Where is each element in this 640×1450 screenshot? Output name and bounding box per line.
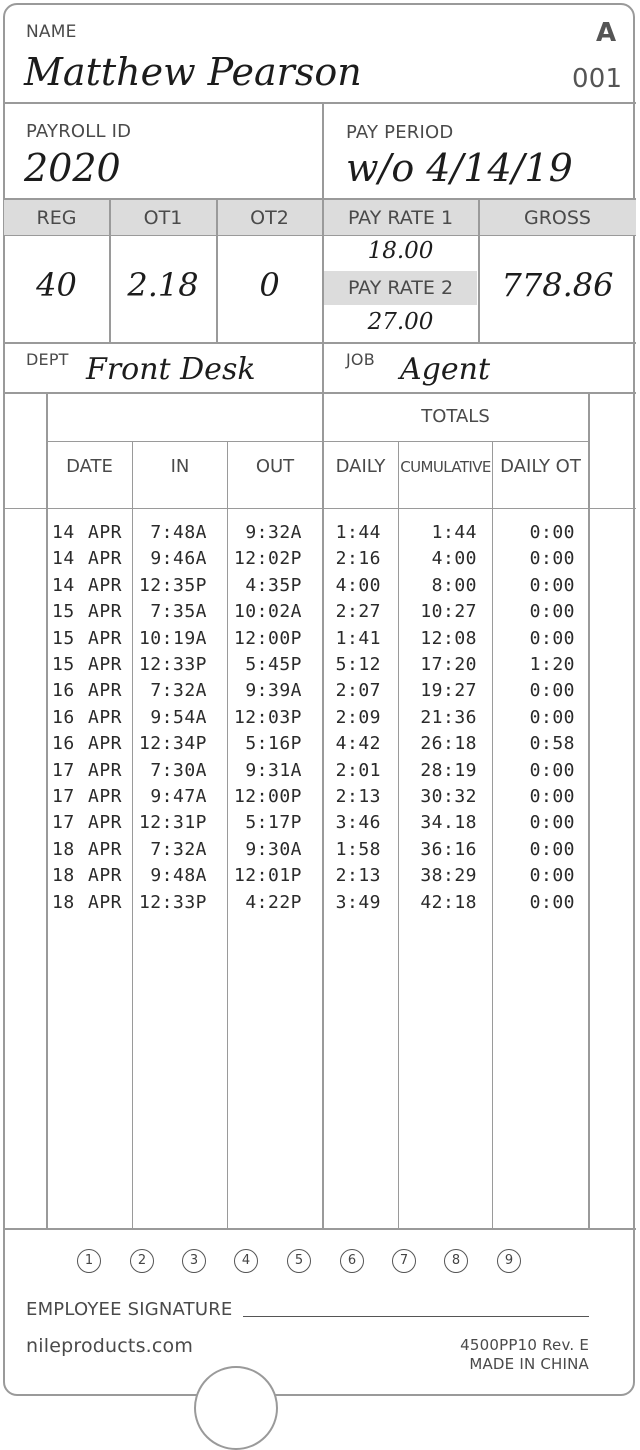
ot1-header: OT1 — [143, 207, 183, 229]
cell-cum: 1:44 — [431, 522, 477, 543]
cell-daily: 2:01 — [335, 759, 381, 781]
circle-2: 2 — [130, 1249, 154, 1273]
cell-day: 17 — [52, 812, 75, 834]
cell-daily: 4:42 — [335, 733, 381, 755]
circle-4: 4 — [234, 1249, 258, 1273]
pay-rate-1-value: 18.00 — [367, 238, 434, 264]
cell-in: 12:35P — [138, 574, 207, 596]
cell-cum: 34.18 — [420, 812, 477, 834]
cell-in: 7:48A — [150, 522, 207, 543]
cell-ot: 0:00 — [529, 812, 575, 834]
col-cumulative: CUMULATIVE — [400, 458, 491, 476]
cell-daily: 1:44 — [335, 522, 381, 543]
cell-cum: 19:27 — [420, 680, 477, 702]
cell-daily: 2:13 — [335, 865, 381, 887]
cell-out: 12:00P — [233, 786, 302, 807]
ot2-value: 0 — [259, 266, 280, 304]
cell-out: 12:02P — [233, 548, 302, 570]
cell-day: 18 — [52, 891, 75, 913]
gross-value: 778.86 — [501, 266, 614, 304]
cell-in: 9:47A — [150, 786, 207, 807]
cell-ot: 0:00 — [529, 522, 575, 543]
table-row — [0, 680, 640, 706]
cell-in: 12:31P — [138, 812, 207, 834]
cell-mon: APR — [88, 759, 123, 781]
cell-day: 16 — [52, 733, 75, 755]
cell-out: 4:35P — [245, 574, 302, 596]
cell-out: 5:45P — [245, 654, 302, 675]
cell-out: 10:02A — [233, 601, 302, 623]
gross-header: GROSS — [523, 207, 591, 229]
cell-daily: 3:46 — [335, 812, 381, 834]
dept-value: Front Desk — [86, 352, 256, 387]
cell-in: 12:33P — [138, 654, 207, 675]
cell-daily: 2:07 — [335, 680, 381, 702]
cell-mon: APR — [88, 838, 123, 860]
col-daily-ot: DAILY OT — [500, 456, 581, 477]
cell-mon: APR — [88, 522, 123, 543]
cell-mon: APR — [88, 891, 123, 913]
cell-out: 4:22P — [245, 891, 302, 913]
cell-mon: APR — [88, 786, 123, 807]
table-row — [0, 654, 640, 680]
cell-day: 14 — [52, 522, 75, 543]
circle-8: 8 — [444, 1249, 468, 1273]
reg-value: 40 — [36, 266, 77, 304]
pay-period-value: w/o 4/14/19 — [346, 146, 573, 190]
job-value: Agent — [400, 352, 490, 387]
cell-out: 9:30A — [245, 838, 302, 860]
cell-out: 5:16P — [245, 733, 302, 755]
payroll-id-value: 2020 — [24, 146, 121, 190]
cell-day: 15 — [52, 601, 75, 623]
cell-daily: 1:41 — [335, 627, 381, 649]
cell-mon: APR — [88, 812, 123, 834]
cell-mon: APR — [88, 733, 123, 755]
table-row — [0, 522, 640, 548]
website: nileproducts.com — [26, 1335, 194, 1357]
col-in: IN — [170, 456, 190, 477]
cell-day: 18 — [52, 865, 75, 887]
cell-day: 16 — [52, 680, 75, 702]
job-label: JOB — [346, 350, 375, 369]
pay-rate-1-header: PAY RATE 1 — [347, 207, 454, 229]
cell-in: 12:34P — [138, 733, 207, 755]
cell-day: 15 — [52, 654, 75, 675]
totals-header: TOTALS — [421, 406, 490, 427]
cell-mon: APR — [88, 706, 123, 728]
circle-1: 1 — [77, 1249, 101, 1273]
ot2-header: OT2 — [250, 207, 289, 229]
cell-daily: 2:16 — [335, 548, 381, 570]
cell-cum: 28:19 — [420, 759, 477, 781]
pay-rate-2-value: 27.00 — [367, 309, 434, 335]
form-code: 4500PP10 Rev. E — [460, 1336, 589, 1354]
col-daily: DAILY — [335, 456, 386, 477]
pay-period-label: PAY PERIOD — [346, 122, 454, 143]
circle-5: 5 — [287, 1249, 311, 1273]
cell-ot: 0:00 — [529, 759, 575, 781]
cell-daily: 4:00 — [335, 574, 381, 596]
table-row — [0, 733, 640, 759]
cell-ot: 1:20 — [529, 654, 575, 675]
circle-9: 9 — [497, 1249, 521, 1273]
table-row — [0, 812, 640, 838]
circle-3: 3 — [182, 1249, 206, 1273]
table-row — [0, 628, 640, 654]
cell-out: 12:01P — [233, 865, 302, 887]
cell-in: 9:54A — [150, 706, 207, 728]
cell-in: 7:35A — [150, 601, 207, 623]
cell-in: 12:33P — [138, 891, 207, 913]
cell-out: 9:31A — [245, 759, 302, 781]
cell-day: 14 — [52, 574, 75, 596]
table-row — [0, 601, 640, 627]
cell-mon: APR — [88, 654, 123, 675]
table-row — [0, 865, 640, 891]
cell-ot: 0:00 — [529, 574, 575, 596]
cell-mon: APR — [88, 601, 123, 623]
cell-daily: 5:12 — [335, 654, 381, 675]
cell-day: 17 — [52, 786, 75, 807]
cell-ot: 0:00 — [529, 601, 575, 623]
cell-out: 9:32A — [245, 522, 302, 543]
cell-in: 7:30A — [150, 759, 207, 781]
cell-out: 9:39A — [245, 680, 302, 702]
cell-day: 15 — [52, 627, 75, 649]
cell-ot: 0:58 — [529, 733, 575, 755]
table-row — [0, 707, 640, 733]
cell-in: 9:46A — [150, 548, 207, 570]
cell-daily: 3:49 — [335, 891, 381, 913]
col-out: OUT — [255, 456, 295, 477]
dept-label: DEPT — [26, 350, 69, 369]
cell-cum: 38:29 — [420, 865, 477, 887]
card-letter: A — [596, 18, 617, 48]
cell-in: 9:48A — [150, 865, 207, 887]
card-number: 001 — [572, 64, 623, 94]
table-row — [0, 839, 640, 865]
table-row — [0, 892, 640, 918]
cell-cum: 12:08 — [420, 627, 477, 649]
cell-cum: 30:32 — [420, 786, 477, 807]
cell-in: 7:32A — [150, 680, 207, 702]
cell-out: 12:00P — [233, 627, 302, 649]
cell-ot: 0:00 — [529, 627, 575, 649]
signature-line — [243, 1316, 589, 1317]
cell-day: 16 — [52, 706, 75, 728]
cell-cum: 4:00 — [431, 548, 477, 570]
pay-rate-2-label: PAY RATE 2 — [347, 277, 454, 299]
cell-day: 14 — [52, 548, 75, 570]
table-row — [0, 575, 640, 601]
circle-6: 6 — [340, 1249, 364, 1273]
cell-daily: 2:27 — [335, 601, 381, 623]
cell-daily: 2:09 — [335, 706, 381, 728]
cell-mon: APR — [88, 574, 123, 596]
table-row — [0, 786, 640, 812]
cell-cum: 17:20 — [420, 654, 477, 675]
cell-mon: APR — [88, 627, 123, 649]
cell-ot: 0:00 — [529, 706, 575, 728]
cell-cum: 10:27 — [420, 601, 477, 623]
cell-cum: 8:00 — [431, 574, 477, 596]
cell-in: 7:32A — [150, 838, 207, 860]
cell-in: 10:19A — [138, 627, 207, 649]
cell-day: 18 — [52, 838, 75, 860]
cell-ot: 0:00 — [529, 786, 575, 807]
employee-name: Matthew Pearson — [24, 50, 362, 94]
ot1-value: 2.18 — [127, 266, 199, 304]
name-label: NAME — [26, 22, 77, 42]
cell-out: 12:03P — [233, 706, 302, 728]
signature-label: EMPLOYEE SIGNATURE — [26, 1299, 233, 1320]
cell-ot: 0:00 — [529, 838, 575, 860]
cell-cum: 42:18 — [420, 891, 477, 913]
cell-cum: 21:36 — [420, 706, 477, 728]
reg-header: REG — [36, 207, 77, 229]
cell-ot: 0:00 — [529, 680, 575, 702]
cell-daily: 1:58 — [335, 838, 381, 860]
cell-ot: 0:00 — [529, 891, 575, 913]
cell-cum: 36:16 — [420, 838, 477, 860]
card-notch — [194, 1366, 278, 1450]
cell-cum: 26:18 — [420, 733, 477, 755]
cell-ot: 0:00 — [529, 865, 575, 887]
cell-mon: APR — [88, 548, 123, 570]
made-in: MADE IN CHINA — [469, 1355, 589, 1373]
table-row — [0, 548, 640, 574]
cell-mon: APR — [88, 680, 123, 702]
cell-mon: APR — [88, 865, 123, 887]
col-date: DATE — [66, 456, 113, 477]
cell-out: 5:17P — [245, 812, 302, 834]
cell-ot: 0:00 — [529, 548, 575, 570]
cell-daily: 2:13 — [335, 786, 381, 807]
circle-7: 7 — [392, 1249, 416, 1273]
table-row — [0, 760, 640, 786]
payroll-id-label: PAYROLL ID — [26, 121, 132, 142]
cell-day: 17 — [52, 759, 75, 781]
